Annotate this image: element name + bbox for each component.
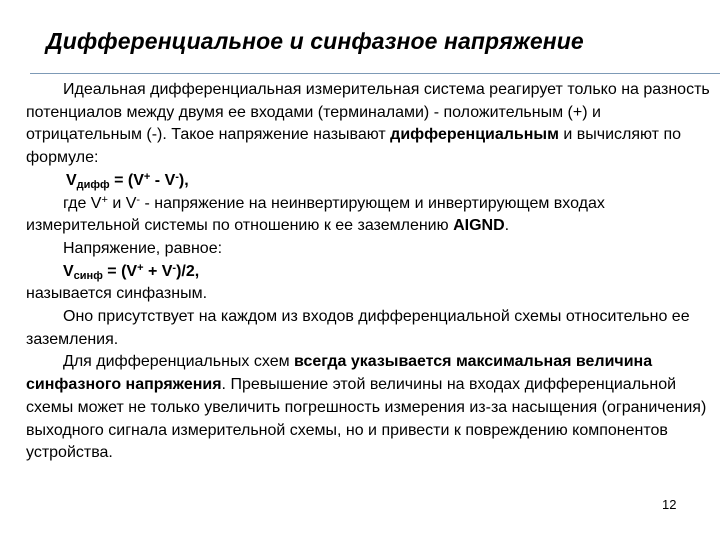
paragraph-text: и V: [107, 194, 137, 212]
page-number: 12: [662, 497, 677, 512]
formula-symbol: V: [63, 262, 74, 280]
bold-term: дифференциальным: [390, 126, 559, 144]
slide-body: [26, 79, 716, 465]
paragraph-text: и вычисляют по формуле:: [26, 126, 682, 167]
paragraph-present: Оно присутствует на каждом из входов дифференциальной схемы относительно ее заземления.: [26, 308, 690, 348]
paragraph-called: называется синфазным.: [26, 285, 208, 303]
bold-term: AIGND: [453, 217, 505, 235]
paragraph-text: где V: [63, 194, 102, 212]
formula-part: ),: [178, 171, 189, 189]
formula-superscript: -: [172, 261, 177, 274]
slide-title: Дифференциальное и синфазное напряжение: [46, 28, 584, 54]
formula-superscript: +: [143, 170, 151, 183]
formula-part: - V: [150, 171, 176, 189]
paragraph-text: - напряжение на неинвертирующем и инвертирующем входах измерительной системы по отношению к ее заземлению: [26, 194, 605, 235]
formula-subscript: дифф: [76, 178, 110, 191]
title-divider: [30, 73, 720, 74]
paragraph-max-voltage: [26, 351, 716, 465]
paragraph-text: .: [504, 217, 510, 235]
formula-superscript: +: [137, 261, 144, 274]
paragraph-text: . Превышение этой величины на входах дифференциальной схемы может не только увеличить погрешность измерения из-за насыщения (ограничения) выходного сигнала измерительной схемы, но и привести к повреждению компонентов устройства.: [26, 376, 707, 462]
superscript: +: [101, 193, 108, 206]
formula-part: )/2,: [176, 262, 200, 280]
bold-term: всегда указывается максимальная величина синфазного напряжения: [26, 353, 653, 394]
formula-part: = (V: [109, 171, 144, 189]
formula-symbol: V: [66, 171, 77, 189]
formula-superscript: -: [175, 170, 179, 183]
formula-common-mode: [26, 261, 716, 284]
paragraph-definition: [26, 79, 716, 170]
paragraph-text: Для дифференциальных схем: [63, 353, 295, 371]
formula-subscript: синф: [73, 269, 103, 282]
formula-part: + V: [143, 262, 173, 280]
formula-part: = (V: [102, 262, 138, 280]
formula-differential: [26, 170, 716, 193]
superscript: -: [136, 193, 141, 206]
paragraph-text: Идеальная дифференциальная измерительная система реагирует только на разность потенциалов между двумя ее входами (терминалами) - положительным (+) и отрицательным (-). Такое напряжение называют: [26, 81, 710, 144]
paragraph-voltage-equal: Напряжение, равное:: [63, 239, 223, 257]
paragraph-where: [26, 193, 716, 238]
